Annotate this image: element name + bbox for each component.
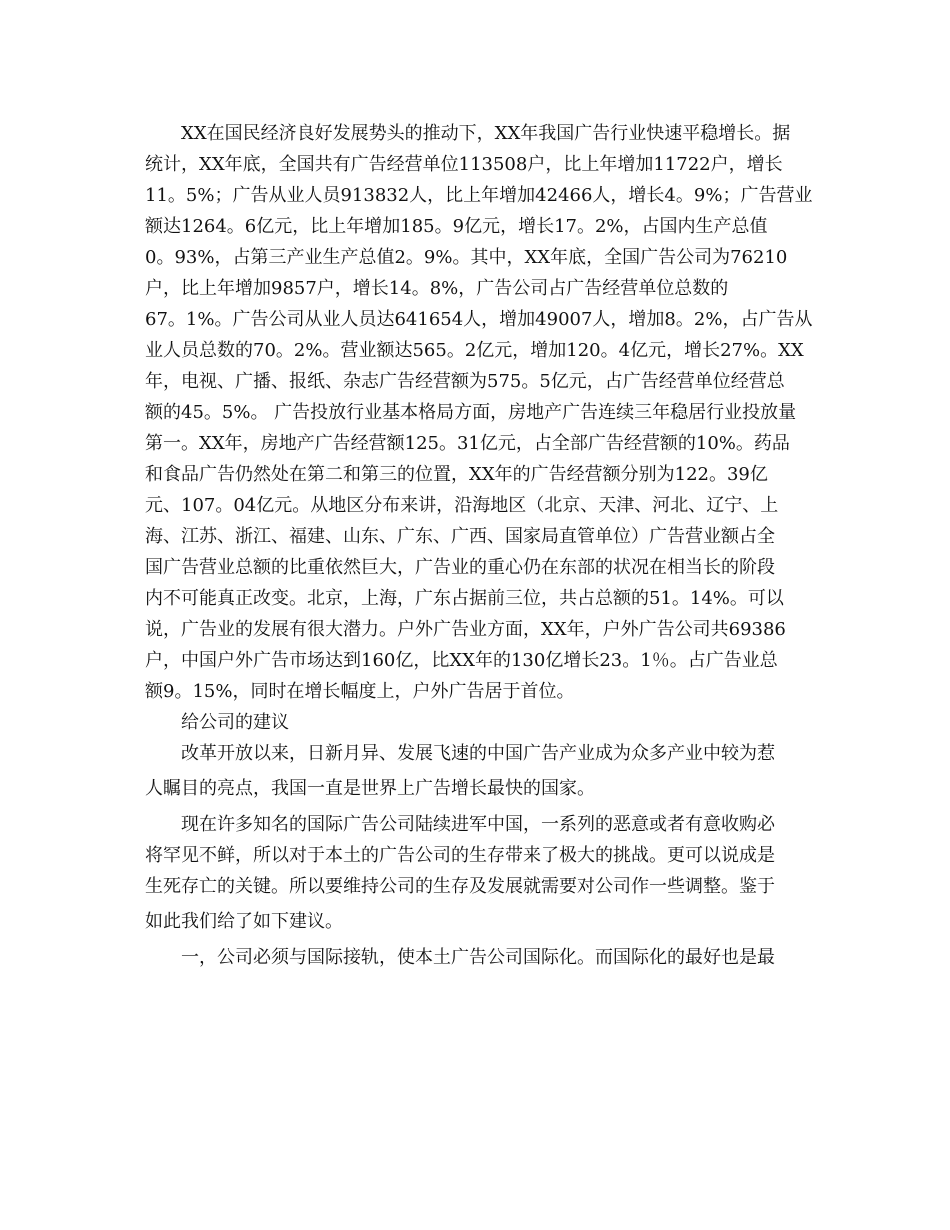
paragraph-line: 现在许多知名的国际广告公司陆续进军中国，一系列的恶意或者有意收购必 bbox=[181, 814, 775, 835]
paragraph-line: 额达1264。6亿元，比上年增加185。9亿元，增长17。2%，占国内生产总值 bbox=[145, 216, 768, 237]
paragraph-line: 内不可能真正改变。北京，上海，广东占据前三位，共占总额的51。14%。可以 bbox=[145, 588, 784, 609]
section-heading: 给公司的建议 bbox=[181, 712, 289, 733]
paragraph-line: 人瞩目的亮点，我国一直是世界上广告增长最快的国家。 bbox=[145, 778, 595, 799]
paragraph-line: 第一。XX年，房地产广告经营额125。31亿元，占全部广告经营额的10%。药品 bbox=[145, 433, 790, 454]
paragraph-international-competition bbox=[145, 809, 805, 942]
document-body bbox=[145, 118, 813, 973]
paragraph-line: 额9。15%，同时在增长幅度上，户外广告居于首位。 bbox=[145, 681, 575, 702]
paragraph-line: 0。93%，占第三产业生产总值2。9%。其中，XX年底，全国广告公司为76210 bbox=[145, 247, 788, 268]
paragraph-line: 将罕见不鲜，所以对于本土的广告公司的生存带来了极大的挑战。更可以说成是 bbox=[145, 845, 775, 866]
paragraph-reform-intro bbox=[145, 738, 805, 809]
paragraph-line: 年，电视、广播、报纸、杂志广告经营额为575。5亿元，占广告经营单位经营总 bbox=[145, 371, 785, 392]
paragraph-line: 元、107。04亿元。从地区分布来讲，沿海地区（北京、天津、河北、辽宁、上 bbox=[145, 495, 779, 516]
paragraph-line: 生死存亡的关键。所以要维持公司的生存及发展就需要对公司作一些调整。鉴于 bbox=[145, 876, 775, 897]
paragraph-suggestion-one bbox=[145, 942, 805, 973]
paragraph-industry-statistics bbox=[145, 118, 813, 707]
paragraph-line: 国广告营业总额的比重依然巨大，广告业的重心仍在东部的状况在相当长的阶段 bbox=[145, 557, 775, 578]
paragraph-line: 户，比上年增加9857户，增长14。8%，广告公司占广告经营单位总数的 bbox=[145, 278, 729, 299]
paragraph-line: 业人员总数的70。2%。营业额达565。2亿元，增加120。4亿元，增长27%。XX bbox=[145, 340, 804, 361]
paragraph-line: 一，公司必须与国际接轨，使本土广告公司国际化。而国际化的最好也是最 bbox=[181, 947, 775, 968]
paragraph-line: 说，广告业的发展有很大潜力。户外广告业方面，XX年，户外广告公司共69386 bbox=[145, 619, 786, 640]
paragraph-line: 如此我们给了如下建议。 bbox=[145, 911, 343, 932]
paragraph-line: 户，中国户外广告市场达到160亿，比XX年的130亿增长23。1％。占广告业总 bbox=[145, 650, 778, 671]
paragraph-line: 海、江苏、浙江、福建、山东、广东、广西、国家局直管单位）广告营业额占全 bbox=[145, 526, 775, 547]
paragraph-line: 11。5%；广告从业人员913832人，比上年增加42466人，增长4。9%；广告营业 bbox=[145, 185, 813, 206]
paragraph-line: 改革开放以来，日新月异、发展飞速的中国广告产业成为众多产业中较为惹 bbox=[181, 743, 775, 764]
paragraph-line: 统计，XX年底，全国共有广告经营单位113508户，比上年增加11722户，增长 bbox=[145, 154, 783, 175]
paragraph-line: 67。1%。广告公司从业人员达641654人，增加49007人，增加8。2%，占广告从 bbox=[145, 309, 813, 330]
paragraph-line: XX在国民经济良好发展势头的推动下，XX年我国广告行业快速平稳增长。据 bbox=[181, 123, 791, 144]
paragraph-line: 额的45。5%。 广告投放行业基本格局方面，房地产广告连续三年稳居行业投放量 bbox=[145, 402, 797, 423]
paragraph-line: 和食品广告仍然处在第二和第三的位置，XX年的广告经营额分别为122。39亿 bbox=[145, 464, 768, 485]
